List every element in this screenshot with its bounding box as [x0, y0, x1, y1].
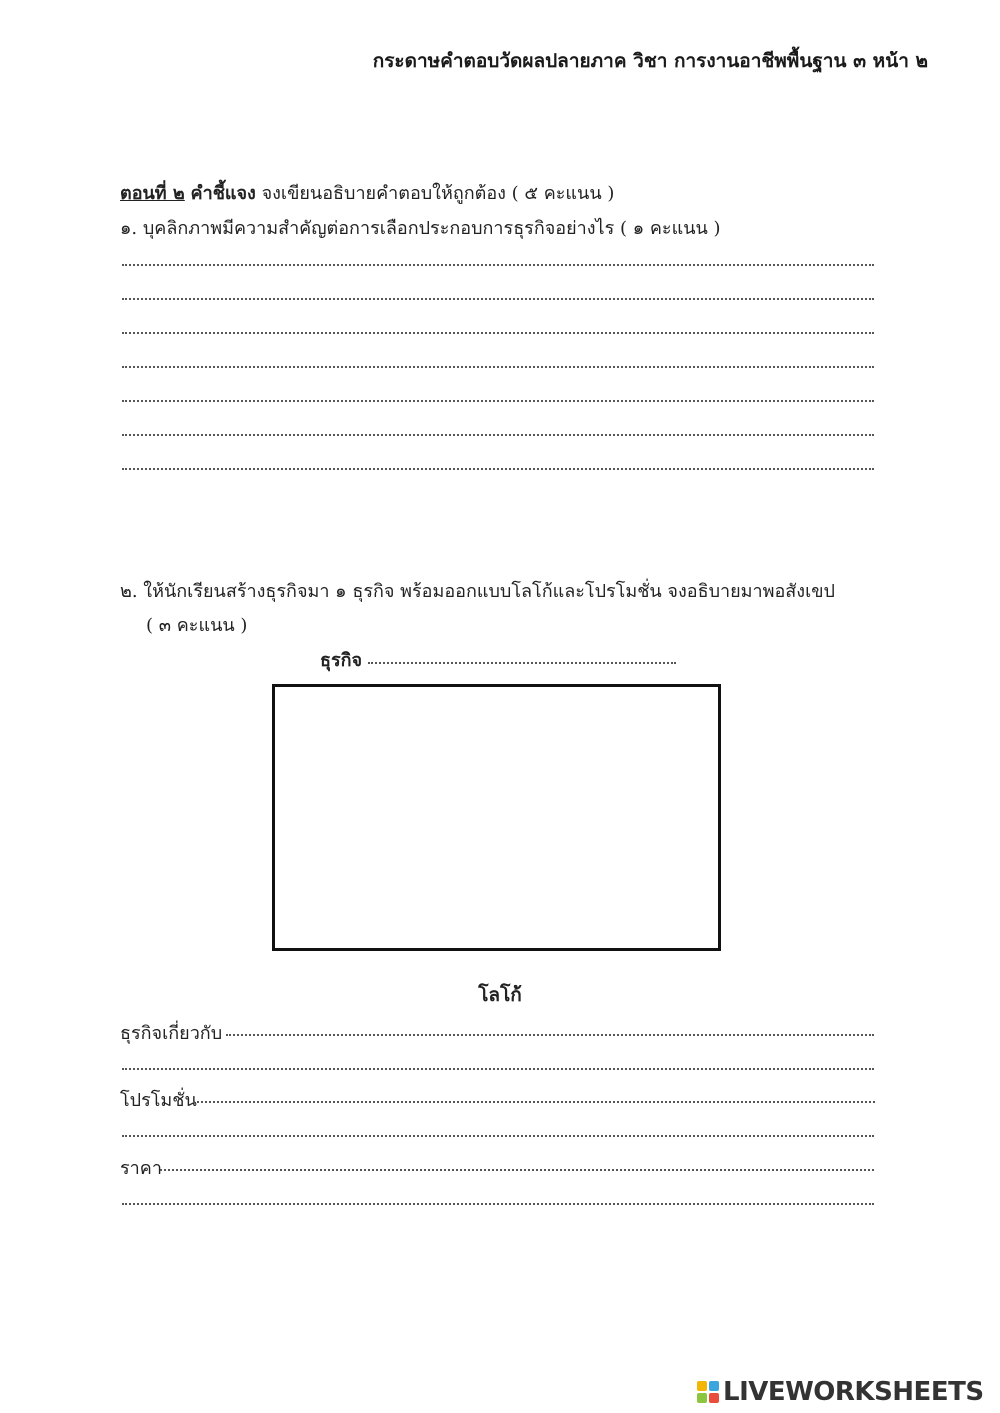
price-line-1[interactable]	[160, 1169, 874, 1171]
price-line-2[interactable]	[122, 1203, 874, 1205]
question-2-text: ๒. ให้นักเรียนสร้างธุรกิจมา ๑ ธุรกิจ พร้อมออกแบบโลโก้และโปรโมชั่น จงอธิบายมาพอสังเขป	[120, 581, 835, 602]
promotion-label: โปรโมชั่น	[120, 1090, 197, 1111]
question-2-points: ( ๓ คะแนน )	[146, 615, 248, 636]
part-label: ตอนที่ ๒	[120, 183, 185, 204]
about-label: ธุรกิจเกี่ยวกับ	[120, 1023, 223, 1044]
business-name-line[interactable]	[368, 662, 676, 664]
instruction-text: จงเขียนอธิบายคำตอบให้ถูกต้อง ( ๕ คะแนน )	[255, 183, 615, 204]
answer-line-4[interactable]	[122, 366, 874, 368]
page-header: กระดาษคำตอบวัดผลปลายภาค วิชา การงานอาชีพพื้นฐาน ๓ หน้า ๒	[372, 50, 928, 72]
part-instruction	[120, 178, 614, 207]
logo-caption: โลโก้	[478, 984, 522, 1006]
price-label: ราคา	[120, 1158, 162, 1179]
about-line-1[interactable]	[226, 1034, 874, 1036]
liveworksheets-logo-icon	[697, 1381, 719, 1403]
answer-line-7[interactable]	[122, 468, 874, 470]
about-line-2[interactable]	[122, 1068, 874, 1070]
promotion-line-1[interactable]	[193, 1101, 875, 1103]
logo-drawing-box[interactable]	[272, 684, 721, 951]
answer-line-1[interactable]	[122, 264, 874, 266]
instruction-label: คำชี้แจง	[190, 183, 256, 204]
answer-line-2[interactable]	[122, 298, 874, 300]
liveworksheets-logo	[697, 1377, 984, 1407]
answer-line-3[interactable]	[122, 332, 874, 334]
answer-line-6[interactable]	[122, 434, 874, 436]
promotion-line-2[interactable]	[122, 1135, 874, 1137]
question-1-text: ๑. บุคลิกภาพมีความสำคัญต่อการเลือกประกอบการธุรกิจอย่างไร ( ๑ คะแนน )	[120, 218, 721, 239]
business-label: ธุรกิจ	[320, 650, 363, 671]
brand-name: LIVEWORKSHEETS	[723, 1377, 984, 1407]
answer-line-5[interactable]	[122, 400, 874, 402]
